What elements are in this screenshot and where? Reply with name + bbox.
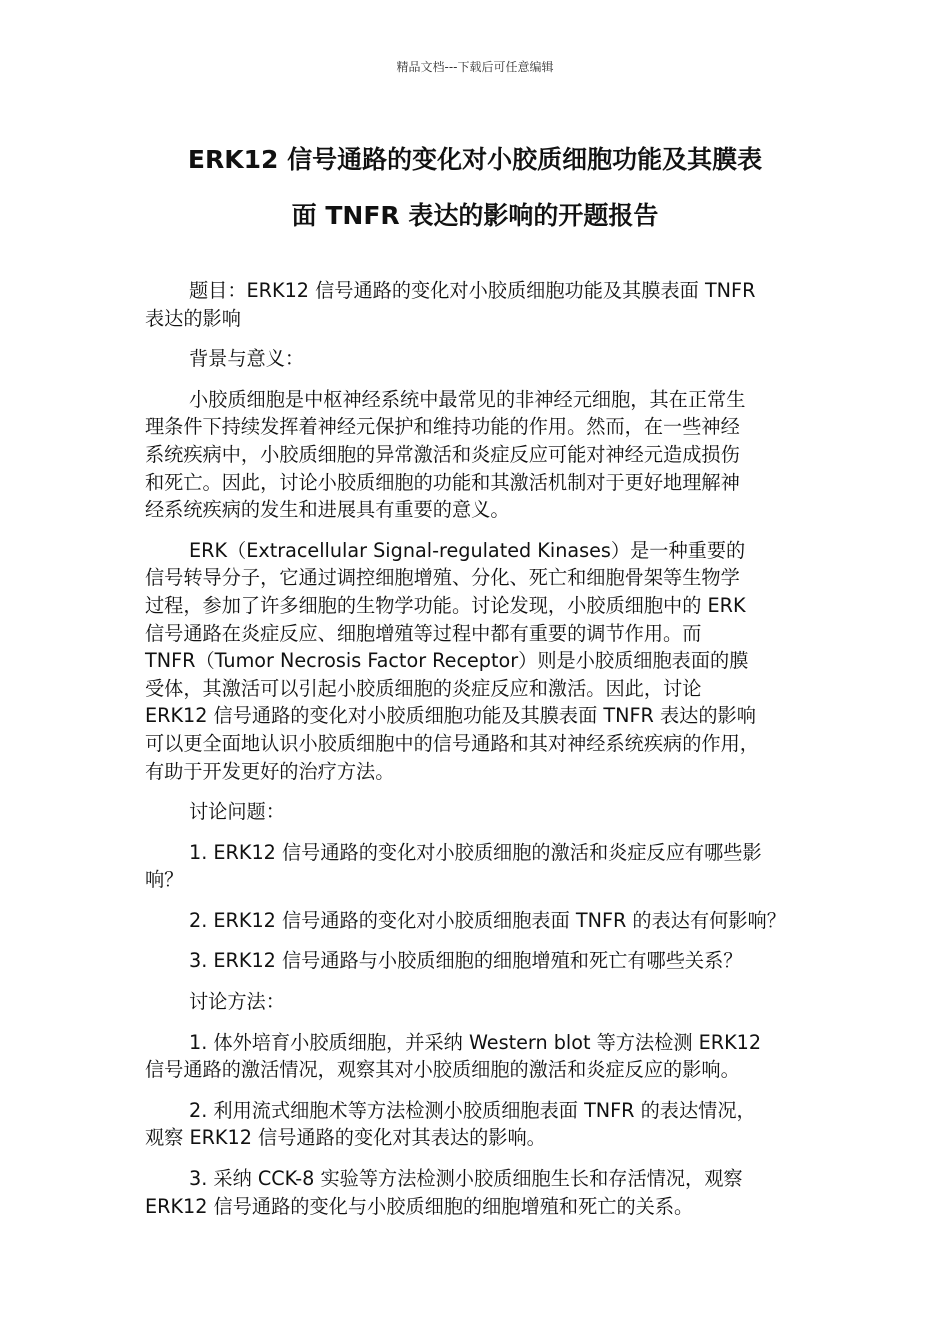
paragraph-line: 表达的影响 xyxy=(145,306,241,330)
paragraph xyxy=(145,1165,815,1220)
paragraph-line: 理条件下持续发挥着神经元保护和维持功能的作用。然而，在一些神经 xyxy=(145,415,740,439)
paragraph-line: 信号转导分子，它通过调控细胞增殖、分化、死亡和细胞骨架等生物学 xyxy=(145,566,740,590)
paragraph-line: 2. 利用流式细胞术等方法检测小胶质细胞表面 TNFR 的表达情况， xyxy=(189,1098,756,1122)
paragraph xyxy=(145,386,815,524)
paragraph xyxy=(145,798,815,826)
paragraph-line: 信号通路在炎症反应、细胞增殖等过程中都有重要的调节作用。而 xyxy=(145,621,702,645)
paragraph-line: 1. ERK12 信号通路的变化对小胶质细胞的激活和炎症反应有哪些影 xyxy=(189,840,762,864)
paragraph-line: 受体，其激活可以引起小胶质细胞的炎症反应和激活。因此，讨论 xyxy=(145,676,702,700)
paragraph-line: 系统疾病中，小胶质细胞的异常激活和炎症反应可能对神经元造成损伤 xyxy=(145,442,740,466)
paragraph xyxy=(145,839,815,894)
paragraph xyxy=(145,947,815,975)
paragraph-line: 响？ xyxy=(145,868,184,892)
paragraph-line: 小胶质细胞是中枢神经系统中最常见的非神经元细胞，其在正常生 xyxy=(189,387,746,411)
paragraph-line: 2. ERK12 信号通路的变化对小胶质细胞表面 TNFR 的表达有何影响？ xyxy=(189,908,786,932)
paragraph-line: 有助于开发更好的治疗方法。 xyxy=(145,759,395,783)
paragraph xyxy=(145,277,815,332)
document-title-line-2: 面 TNFR 表达的影响的开题报告 xyxy=(291,201,659,230)
paragraph xyxy=(145,1097,815,1152)
paragraph-line: 背景与意义： xyxy=(189,347,305,371)
paragraph-line: 3. 采纳 CCK-8 实验等方法检测小胶质细胞生长和存活情况，观察 xyxy=(189,1167,743,1191)
paragraph-line: 经系统疾病的发生和进展具有重要的意义。 xyxy=(145,498,510,522)
paragraph xyxy=(145,907,815,935)
paragraph-line: 可以更全面地认识小胶质细胞中的信号通路和其对神经系统疾病的作用， xyxy=(145,731,759,755)
paragraph-line: 1. 体外培育小胶质细胞，并采纳 Western blot 等方法检测 ERK12 xyxy=(189,1030,762,1054)
document-body xyxy=(145,277,815,1233)
paragraph-line: 过程，参加了许多细胞的生物学功能。讨论发现，小胶质细胞中的 ERK xyxy=(145,593,746,617)
paragraph-line: TNFR（Tumor Necrosis Factor Receptor）则是小胶质细胞表面的膜 xyxy=(145,649,749,673)
header-note: 精品文档---下载后可任意编辑 xyxy=(396,60,554,74)
paragraph-line: 讨论问题： xyxy=(189,800,285,824)
paragraph-line: ERK12 信号通路的变化对小胶质细胞功能及其膜表面 TNFR 表达的影响 xyxy=(145,704,756,728)
document-title-line-1: ERK12 信号通路的变化对小胶质细胞功能及其膜表 xyxy=(187,145,763,174)
paragraph-line: 讨论方法： xyxy=(189,990,285,1014)
paragraph xyxy=(145,537,815,785)
paragraph xyxy=(145,988,815,1016)
paragraph-line: 题目：ERK12 信号通路的变化对小胶质细胞功能及其膜表面 TNFR xyxy=(189,279,756,302)
paragraph xyxy=(145,345,815,373)
paragraph-line: 观察 ERK12 信号通路的变化对其表达的影响。 xyxy=(145,1126,546,1150)
paragraph-line: 和死亡。因此，讨论小胶质细胞的功能和其激活机制对于更好地理解神 xyxy=(145,470,740,494)
paragraph-line: 信号通路的激活情况，观察其对小胶质细胞的激活和炎症反应的影响。 xyxy=(145,1058,740,1082)
paragraph-line: ERK12 信号通路的变化与小胶质细胞的细胞增殖和死亡的关系。 xyxy=(145,1194,694,1218)
paragraph-line: 3. ERK12 信号通路与小胶质细胞的细胞增殖和死亡有哪些关系？ xyxy=(189,949,743,973)
paragraph xyxy=(145,1029,815,1084)
paragraph-line: ERK（Extracellular Signal-regulated Kinases）是一种重要的 xyxy=(189,538,746,562)
